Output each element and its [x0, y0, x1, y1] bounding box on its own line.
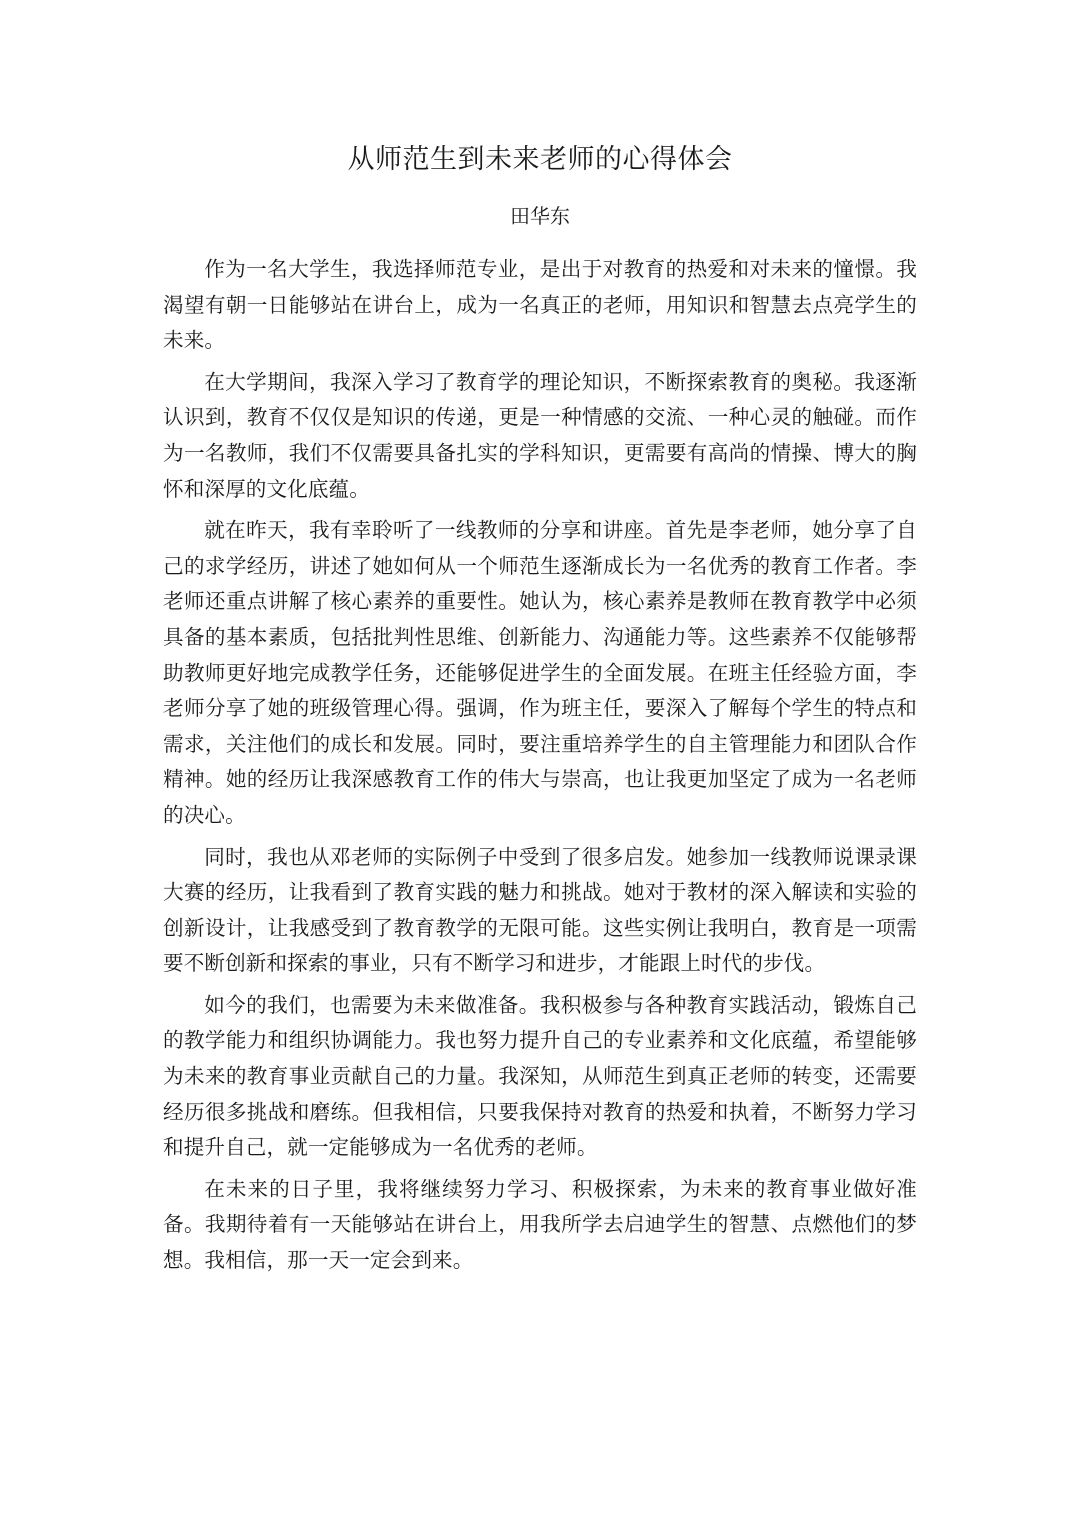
paragraph-3: 就在昨天，我有幸聆听了一线教师的分享和讲座。首先是李老师，她分享了自己的求学经历，讲述了她如何从一个师范生逐渐成长为一名优秀的教育工作者。李老师还重点讲解了核心素养的重要性。她认为，核心素养是教师在教育教学中必须具备的基本素质，包括批判性思维、创新能力、沟通能力等。这些素养不仅能够帮助教师更好地完成教学任务，还能够促进学生的全面发展。在班主任经验方面，李老师分享了她的班级管理心得。强调，作为班主任，要深入了解每个学生的特点和需求，关注他们的成长和发展。同时，要注重培养学生的自主管理能力和团队合作精神。她的经历让我深感教育工作的伟大与崇高，也让我更加坚定了成为一名老师的决心。 — [163, 518, 917, 827]
paragraph-1: 作为一名大学生，我选择师范专业，是出于对教育的热爱和对未来的憧憬。我渴望有朝一日能够站在讲台上，成为一名真正的老师，用知识和智慧去点亮学生的未来。 — [163, 257, 917, 353]
paragraph-2: 在大学期间，我深入学习了教育学的理论知识，不断探索教育的奥秘。我逐渐认识到，教育不仅仅是知识的传递，更是一种情感的交流、一种心灵的触碰。而作为一名教师，我们不仅需要具备扎实的学科知识，更需要有高尚的情操、博大的胸怀和深厚的文化底蕴。 — [163, 369, 917, 501]
document-author: 田华东 — [510, 204, 570, 228]
paragraph-5: 如今的我们，也需要为未来做准备。我积极参与各种教育实践活动，锻炼自己的教学能力和组织协调能力。我也努力提升自己的专业素养和文化底蕴，希望能够为未来的教育事业贡献自己的力量。我深知，从师范生到真正老师的转变，还需要经历很多挑战和磨练。但我相信，只要我保持对教育的热爱和执着，不断努力学习和提升自己，就一定能够成为一名优秀的老师。 — [163, 992, 917, 1160]
paragraph-6: 在未来的日子里，我将继续努力学习、积极探索，为未来的教育事业做好准备。我期待着有一天能够站在讲台上，用我所学去启迪学生的智慧、点燃他们的梦想。我相信，那一天一定会到来。 — [163, 1176, 917, 1273]
document-body — [163, 252, 917, 1285]
document-title: 从师范生到未来老师的心得体会 — [347, 144, 733, 175]
paragraph-4: 同时，我也从邓老师的实际例子中受到了很多启发。她参加一线教师说课录课大赛的经历，让我看到了教育实践的魅力和挑战。她对于教材的深入解读和实验的创新设计，让我感受到了教育教学的无限可能。这些实例让我明白，教育是一项需要不断创新和探索的事业，只有不断学习和进步，才能跟上时代的步伐。 — [163, 844, 917, 976]
